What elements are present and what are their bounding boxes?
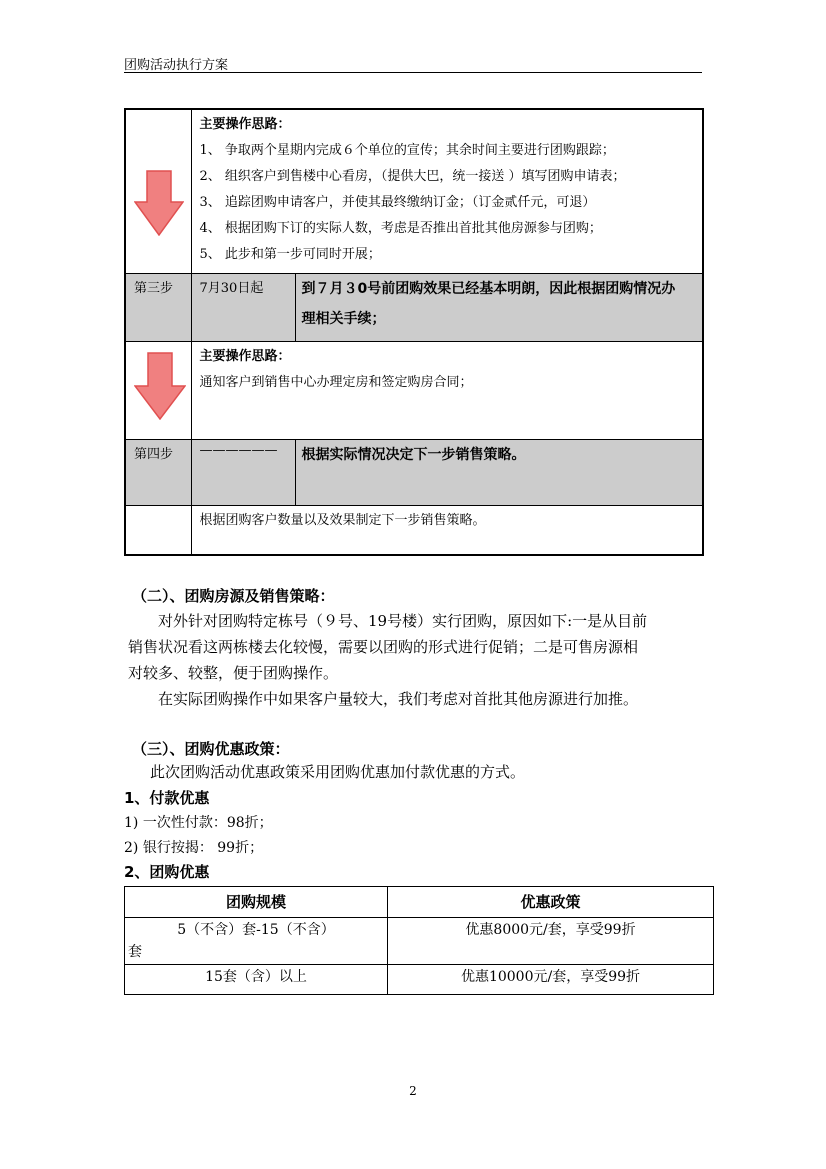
step4-label: 第四步 [125,439,191,505]
step-block-1 [125,109,703,273]
policy-row1-scale [125,918,388,965]
steps-table [124,108,704,556]
section2-line1: 对外针对团购特定栋号（９号、19号楼）实行团购，原因如下:一是从目前 [158,612,648,630]
policy-row1-scale-line1: 5（不含）套-15（不含） [177,922,335,938]
step3-label: 第三步 [125,273,191,341]
header-divider [124,72,702,73]
block2-heading: 主要操作思路： [199,348,291,364]
step4-date: —————— [191,439,295,505]
block2-content [191,341,703,439]
policy-row1-scale-line2: 套 [128,944,142,960]
block2-text: 通知客户到销售中心办理定房和签定购房合同； [199,374,473,390]
block1-item-2: 2、 组织客户到售楼中心看房，（提供大巴，统一接送 ）填写团购申请表； [199,169,626,184]
block3-content [191,505,703,555]
step-block-3 [125,505,703,555]
block1-item-1: 1、 争取两个星期内完成６个单位的宣传；其余时间主要进行团购跟踪； [199,143,615,158]
section3-title: （三）、团购优惠政策： [132,740,290,758]
step4-row [125,439,703,505]
block1-item-5: 5、 此步和第一步可同时开展； [199,247,381,262]
section2-line4: 在实际团购操作中如果客户量较大，我们考虑对首批其他房源进行加推。 [158,690,639,708]
step4-desc: 根据实际情况决定下一步销售策略。 [301,446,526,463]
block1-content [191,109,703,273]
subsection-group: 2、团购优惠 [124,863,210,881]
policy-row-2 [125,965,714,995]
step3-desc-line1: 到７月３0号前团购效果已经基本明朗，因此根据团购情况办 [301,280,676,297]
section3-intro: 此次团购活动优惠政策采用团购优惠加付款优惠的方式。 [150,763,526,781]
policy-row2-scale: 15套（含）以上 [125,965,388,995]
section2-line3: 对较多、较整，便于团购操作。 [128,664,339,682]
step3-desc-line2: 理相关手续； [301,310,386,327]
payment-item-1: 1) 一次性付款：98折； [124,815,273,831]
step3-desc-cell [295,273,703,341]
section2-title: （二）、团购房源及销售策略： [132,587,335,605]
section2-line2: 销售状况看这两栋楼去化较慢，需要以团购的形式进行促销；二是可售房源相 [128,638,639,656]
payment-item-2: 2) 银行按揭： 99折； [124,840,264,856]
section2-paragraph [128,608,708,712]
subsection-payment: 1、付款优惠 [124,789,210,807]
block3-text: 根据团购客户数量以及效果制定下一步销售策略。 [199,512,486,528]
policy-header-row [125,887,714,918]
document-header: 团购活动执行方案 [124,58,229,73]
block1-item-4: 4、 根据团购下订的实际人数，考虑是否推出首批其他房源参与团购； [199,221,602,236]
policy-row1-policy: 优惠8000元/套，享受99折 [388,918,714,965]
policy-col1-header: 团购规模 [125,887,388,918]
policy-table [124,886,714,995]
step-block-2 [125,341,703,439]
empty-cell [125,505,191,555]
policy-row-1 [125,918,714,965]
step3-date: 7月30日起 [191,273,295,341]
step3-row [125,273,703,341]
policy-col2-header: 优惠政策 [388,887,714,918]
down-arrow-icon [134,352,186,420]
step4-desc-cell [295,439,703,505]
arrow-cell-1 [125,109,191,273]
block1-heading: 主要操作思路： [199,117,291,132]
arrow-cell-2 [125,341,191,439]
block1-item-3: 3、 追踪团购申请客户，并使其最终缴纳订金；（订金贰仟元，可退） [199,195,596,210]
page-number: 2 [409,1084,417,1098]
down-arrow-icon [134,170,184,236]
policy-row2-policy: 优惠10000元/套，享受99折 [388,965,714,995]
